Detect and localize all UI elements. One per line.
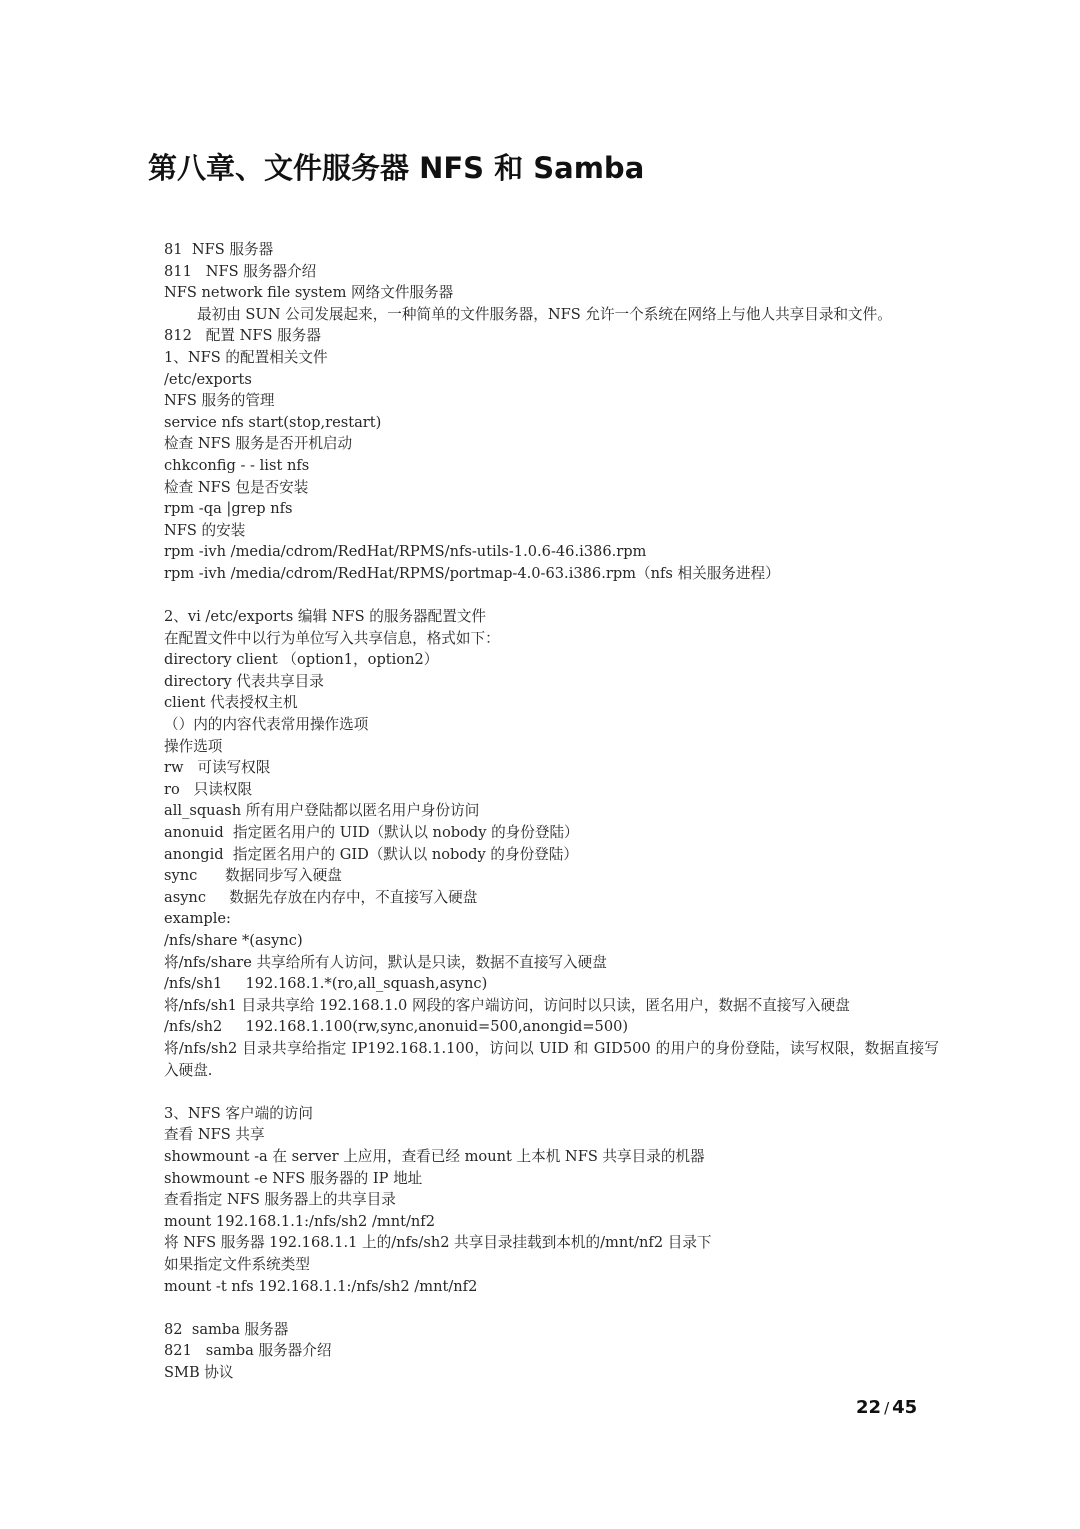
- code-line: mount -t nfs 192.168.1.1:/nfs/sh2 /mnt/nf2: [164, 1277, 478, 1295]
- text-line: directory 代表共享目录: [164, 672, 324, 690]
- text-line: client 代表授权主机: [164, 694, 298, 712]
- code-line: service nfs start(stop,restart): [164, 413, 382, 431]
- section-heading: 82 samba 服务器: [164, 1320, 289, 1338]
- option-line: ro 只读权限: [164, 780, 253, 798]
- subsection-heading: 821 samba 服务器介绍: [164, 1342, 332, 1360]
- text-line: 查看指定 NFS 服务器上的共享目录: [164, 1191, 396, 1209]
- text-line: 最初由 SUN 公司发展起来，一种简单的文件服务器，NFS 允许一个系统在网络上与他人共享目录和文件。: [197, 305, 892, 323]
- text-line: showmount -a 在 server 上应用，查看已经 mount 上本机 NFS 共享目录的机器: [164, 1147, 705, 1165]
- text-line: 检查 NFS 服务是否开机启动: [164, 435, 353, 453]
- code-line: rpm -ivh /media/cdrom/RedHat/RPMS/portmap-4.0-63.i386.rpm（nfs 相关服务进程）: [164, 564, 780, 582]
- option-line: rw 可读写权限: [164, 759, 271, 777]
- text-line: （）内的内容代表常用操作选项: [164, 716, 369, 734]
- code-line: rpm -qa |grep nfs: [164, 500, 293, 518]
- subsection-heading: 812 配置 NFS 服务器: [164, 327, 321, 345]
- option-line: sync 数据同步写入硬盘: [164, 867, 342, 885]
- text-line: NFS 服务的管理: [164, 392, 275, 410]
- page-total: 45: [892, 1397, 918, 1418]
- text-line: 3、NFS 客户端的访问: [164, 1104, 313, 1122]
- text-line: 1、NFS 的配置相关文件: [164, 348, 328, 366]
- code-line: /nfs/sh2 192.168.1.100(rw,sync,anonuid=500,anongid=500): [164, 1018, 629, 1036]
- text-line: 将/nfs/share 共享给所有人访问，默认是只读，数据不直接写入硬盘: [164, 953, 607, 971]
- text-line: 检查 NFS 包是否安装: [164, 478, 309, 496]
- code-line: /nfs/share *(async): [164, 932, 303, 949]
- page-number: [856, 1396, 917, 1420]
- text-line: 2、vi /etc/exports 编辑 NFS 的服务器配置文件: [164, 608, 487, 626]
- code-line: chkconfig - - list nfs: [164, 456, 310, 474]
- text-line: NFS 的安装: [164, 521, 246, 539]
- option-line: async 数据先存放在内存中，不直接写入硬盘: [164, 888, 478, 906]
- blank-line: [164, 1297, 939, 1319]
- page-current: 22: [856, 1397, 882, 1418]
- text-line: SMB 协议: [164, 1363, 234, 1381]
- text-line: showmount -e NFS 服务器的 IP 地址: [164, 1169, 423, 1187]
- subsection-heading: 811 NFS 服务器介绍: [164, 262, 317, 280]
- text-line: 操作选项: [164, 737, 223, 755]
- chapter-title: 第八章、文件服务器 NFS 和 Samba: [148, 151, 645, 185]
- text-line: 如果指定文件系统类型: [164, 1255, 310, 1273]
- page-separator: /: [884, 1399, 890, 1417]
- code-line: rpm -ivh /media/cdrom/RedHat/RPMS/nfs-utils-1.0.6-46.i386.rpm: [164, 543, 647, 561]
- code-line: directory client （option1，option2）: [164, 651, 439, 669]
- document-body: [164, 239, 939, 1383]
- text-line: 将/nfs/sh1 目录共享给 192.168.1.0 网段的客户端访问，访问时以只读，匿名用户，数据不直接写入硬盘: [164, 996, 850, 1014]
- text-paragraph: 将/nfs/sh2 目录共享给指定 IP192.168.1.100，访问以 UID 和 GID500 的用户的身份登陆，读写权限，数据直接写入硬盘.: [164, 1039, 939, 1079]
- text-line: example:: [164, 910, 231, 928]
- text-line: 在配置文件中以行为单位写入共享信息，格式如下：: [164, 629, 500, 647]
- code-line: mount 192.168.1.1:/nfs/sh2 /mnt/nf2: [164, 1212, 435, 1230]
- text-line: 将 NFS 服务器 192.168.1.1 上的/nfs/sh2 共享目录挂载到本机的/mnt/nf2 目录下: [164, 1234, 712, 1252]
- text-line: NFS network file system 网络文件服务器: [164, 284, 454, 302]
- code-line: /etc/exports: [164, 370, 252, 388]
- section-heading: 81 NFS 服务器: [164, 241, 274, 258]
- blank-line: [164, 585, 939, 607]
- option-line: anonuid 指定匿名用户的 UID（默认以 nobody 的身份登陆）: [164, 824, 579, 842]
- text-line: 查看 NFS 共享: [164, 1126, 265, 1144]
- code-line: /nfs/sh1 192.168.1.*(ro,all_squash,async): [164, 975, 488, 993]
- blank-line: [164, 1081, 939, 1103]
- option-line: all_squash 所有用户登陆都以匿名用户身份访问: [164, 802, 480, 820]
- option-line: anongid 指定匿名用户的 GID（默认以 nobody 的身份登陆）: [164, 845, 578, 863]
